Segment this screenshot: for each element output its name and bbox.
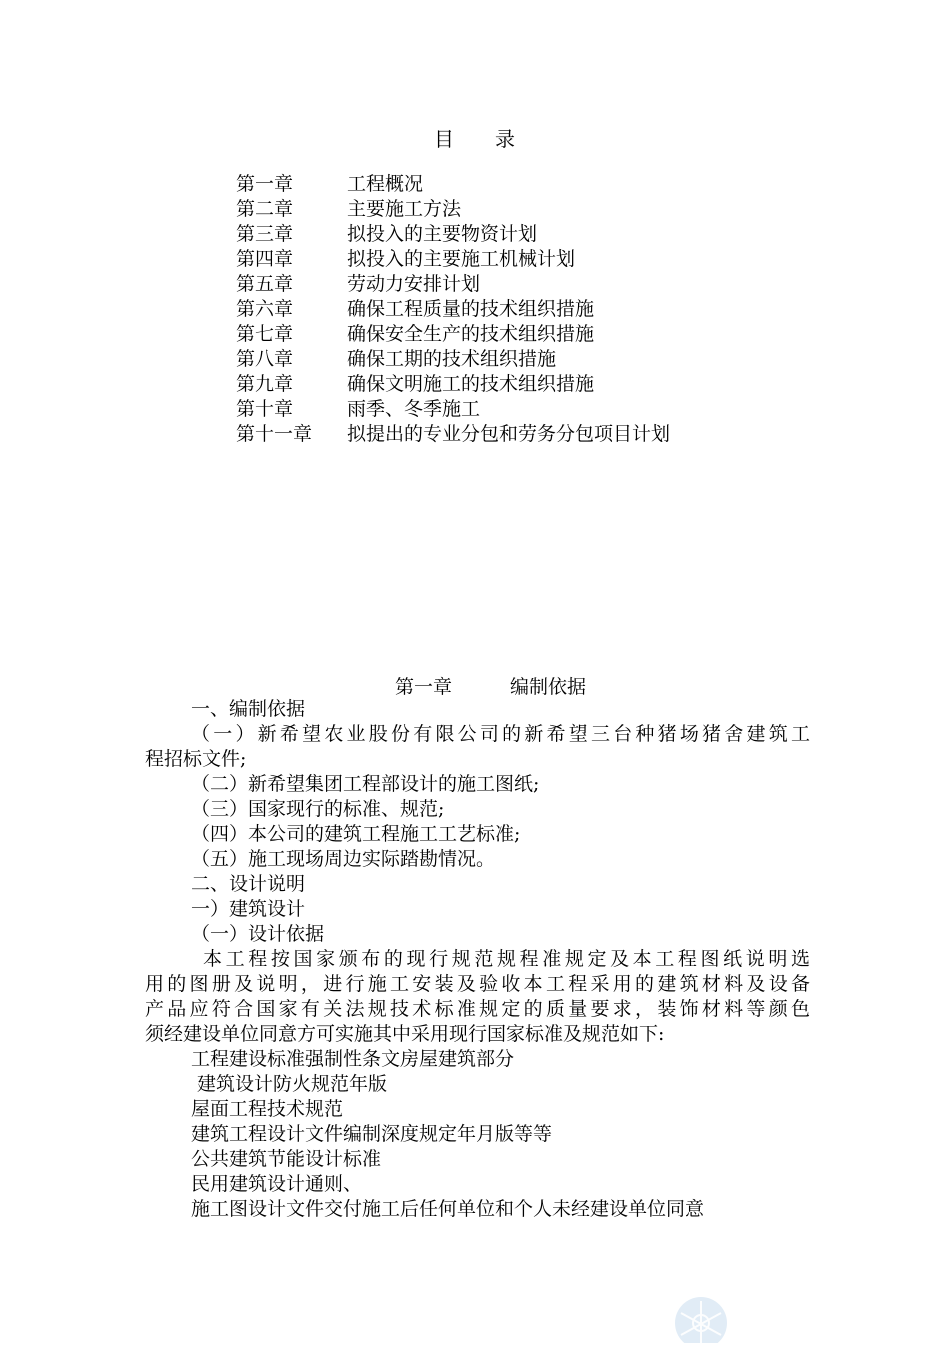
toc-chapter: 第一章 [236, 173, 294, 195]
toc-chapter-title: 主要施工方法 [347, 198, 462, 220]
standard-item: 公共建筑节能设计标准 [191, 1148, 382, 1170]
toc-chapter: 第六章 [236, 298, 294, 320]
toc-chapter: 第八章 [236, 348, 294, 370]
toc-title-right: 录 [495, 127, 516, 151]
standard-item: 工程建设标准强制性条文房屋建筑部分 [191, 1048, 515, 1070]
toc-chapter-title: 确保工期的技术组织措施 [347, 348, 557, 370]
toc-chapter-title: 拟投入的主要物资计划 [347, 223, 538, 245]
toc-title [0, 123, 950, 152]
chapter-heading [395, 672, 586, 699]
standard-item: 民用建筑设计通则、 [191, 1173, 363, 1195]
chapter-body [145, 697, 810, 1222]
toc-item [236, 197, 670, 222]
toc-item [236, 422, 670, 447]
toc-item [236, 372, 670, 397]
paragraph-line: （二）新希望集团工程部设计的施工图纸; [191, 773, 540, 795]
standard-item: 建筑设计防火规范年版 [191, 1073, 388, 1095]
paragraph-line: 须经建设单位同意方可实施其中采用现行国家标准及规范如下: [145, 1023, 665, 1045]
toc-chapter-title: 确保工程质量的技术组织措施 [347, 298, 595, 320]
toc-chapter: 第九章 [236, 373, 294, 395]
toc-chapter: 第五章 [236, 273, 294, 295]
toc-chapter: 第二章 [236, 198, 294, 220]
toc-title-left: 目 [434, 127, 455, 151]
toc-chapter-title: 劳动力安排计划 [347, 273, 481, 295]
toc-chapter-title: 拟投入的主要施工机械计划 [347, 248, 576, 270]
paragraph-line: （四）本公司的建筑工程施工工艺标准; [191, 823, 521, 845]
section-heading: 一、编制依据 [191, 698, 306, 720]
standard-item: 建筑工程设计文件编制深度规定年月版等等 [191, 1123, 553, 1145]
toc-chapter: 第三章 [236, 223, 294, 245]
paragraph-line: 用的图册及说明，进行施工安装及验收本工程采用的建筑材料及设备 [145, 973, 810, 995]
subsection-heading: （一）设计依据 [191, 923, 325, 945]
toc-item [236, 297, 670, 322]
toc-chapter-title: 雨季、冬季施工 [347, 398, 481, 420]
toc-chapter: 第十一章 [236, 423, 313, 445]
paragraph-line: 施工图设计文件交付施工后任何单位和个人未经建设单位同意 [191, 1198, 705, 1220]
paragraph-line: （五）施工现场周边实际踏勘情况。 [191, 848, 496, 870]
chapter-number: 第一章 [395, 676, 453, 698]
table-of-contents [236, 172, 670, 447]
toc-item [236, 247, 670, 272]
snowflake-watermark-icon [665, 1283, 737, 1343]
toc-item [236, 172, 670, 197]
subsection-heading: 一）建筑设计 [191, 898, 306, 920]
toc-chapter: 第四章 [236, 248, 294, 270]
toc-chapter: 第七章 [236, 323, 294, 345]
toc-item [236, 397, 670, 422]
paragraph-line: （三）国家现行的标准、规范; [191, 798, 445, 820]
toc-item [236, 272, 670, 297]
toc-chapter-title: 确保安全生产的技术组织措施 [347, 323, 595, 345]
toc-chapter-title: 拟提出的专业分包和劳务分包项目计划 [347, 423, 671, 445]
paragraph-line: （一）新希望农业股份有限公司的新希望三台种猪场猪舍建筑工 [191, 723, 810, 745]
paragraph-line: 产品应符合国家有关法规技术标准规定的质量要求，装饰材料等颜色 [145, 998, 810, 1020]
paragraph-line: 本工程按国家颁布的现行规范规程准规定及本工程图纸说明选 [203, 948, 810, 970]
toc-chapter-title: 工程概况 [347, 173, 424, 195]
toc-item [236, 322, 670, 347]
toc-item [236, 347, 670, 372]
section-heading: 二、设计说明 [191, 873, 306, 895]
chapter-title: 编制依据 [510, 676, 587, 698]
standard-item: 屋面工程技术规范 [191, 1098, 344, 1120]
paragraph-line: 程招标文件; [145, 748, 247, 770]
toc-chapter-title: 确保文明施工的技术组织措施 [347, 373, 595, 395]
toc-item [236, 222, 670, 247]
toc-chapter: 第十章 [236, 398, 294, 420]
